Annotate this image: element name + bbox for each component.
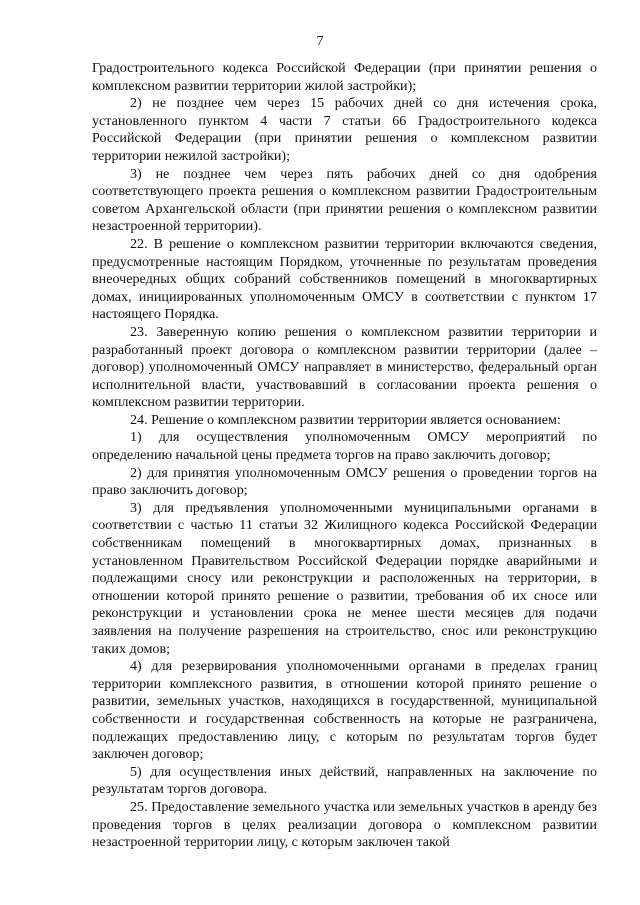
paragraph-item-2: 2) не позднее чем через 15 рабочих дней со дня истечения срока, установленного пунктом 4 части 7 статьи 66 Градостроительного кодекса Российской Федерации (при принятии решения о комплексном развитии территории нежилой застройки);	[92, 95, 597, 164]
paragraph-section-23: 23. Заверенную копию решения о комплексном развитии территории и разработанный проект договора о комплексном развитии территории (далее – договор) уполномоченный ОМСУ направляет в министерство, федеральный орган исполнительной власти, участвовавший в согласовании проекта решения о комплексном развитии территории.	[92, 323, 597, 411]
paragraph-item-24-1: 1) для осуществления уполномоченным ОМСУ мероприятий по определению начальной цены предмета торгов на право заключить договор;	[92, 429, 597, 464]
paragraph-item-24-4: 4) для резервирования уполномоченными органами в пределах границ территории комплексного развития, в отношении которой принято решение о развитии, земельных участков, находящихся в государственной, муниципальной собственности и государственная собственность на которые не разграничена, подлежащих предоставлению лицу, с которым по результатам торгов будет заключен договор;	[92, 658, 597, 763]
paragraph-section-24: 24. Решение о комплексном развитии территории является основанием:	[130, 411, 561, 428]
paragraph-continuation: Градостроительного кодекса Российской Федерации (при принятии решения о комплексном развитии территории жилой застройки);	[92, 60, 597, 94]
paragraph-item-24-3: 3) для предъявления уполномоченными муниципальными органами в соответствии с частью 11 статьи 32 Жилищного кодекса Российской Федерации собственникам помещений в многоквартирных домах, признанных в установленном Правительством Российской Федерации порядке аварийными и подлежащими сносу или реконструкции и расположенных на территории, в отношении которой принято решение о развитии, требования об их сносе или реконструкции и установлении срока не менее шести месяцев для подачи заявления на получение разрешения на строительство, снос или реконструкцию таких домов;	[92, 499, 597, 657]
paragraph-item-3: 3) не позднее чем через пять рабочих дней со дня одобрения соответствующего проекта решения о комплексном развитии Градостроительным советом Архангельской области (при принятии решения о комплексном развитии незастроенной территории).	[92, 165, 597, 235]
paragraph-section-22: 22. В решение о комплексном развитии территории включаются сведения, предусмотренные настоящим Порядком, уточненные по результатам проведения внеочередных общих собраний собственников помещений в многоквартирных домах, инициированных уполномоченным ОМСУ в соответствии с пунктом 17 настоящего Порядка.	[92, 235, 597, 323]
paragraph-item-24-2: 2) для принятия уполномоченным ОМСУ решения о проведении торгов на право заключить договор;	[92, 464, 597, 499]
paragraph-section-25: 25. Предоставление земельного участка или земельных участков в аренду без проведения торгов в целях реализации договора о комплексном развитии незастроенной территории лицу, с которым заключен такой	[92, 798, 597, 851]
document-body	[92, 60, 597, 852]
paragraph-item-24-5: 5) для осуществления иных действий, направленных на заключение по результатам торгов договора.	[92, 763, 597, 798]
page-number: 7	[316, 34, 324, 49]
